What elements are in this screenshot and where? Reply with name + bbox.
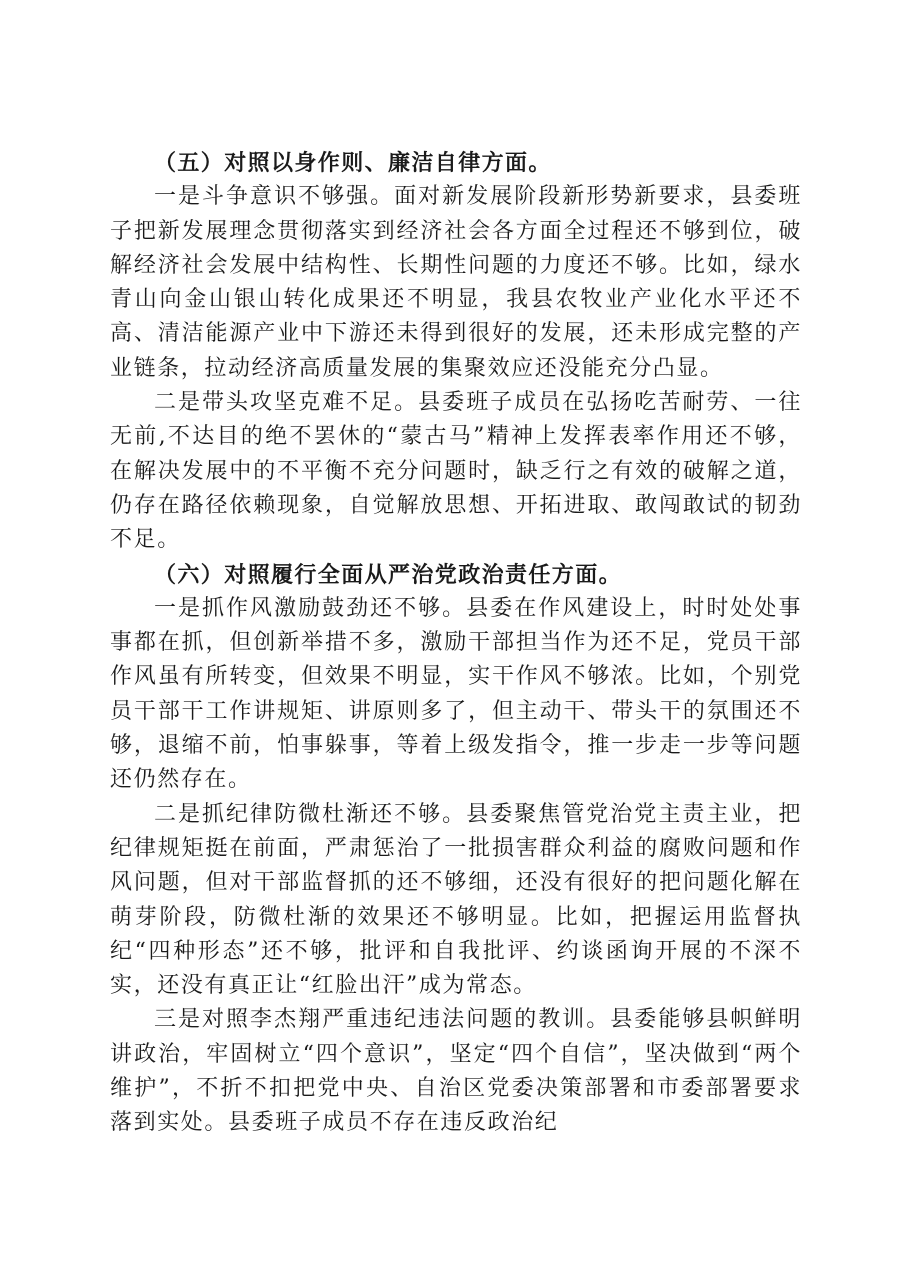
paragraph: 三是对照李杰翔严重违纪违法问题的教训。县委能够县帜鲜明讲政治，牢固树立“四个意识”，坚定“四个自信”，坚决做到“两个维护”，不折不扣把党中央、自治区党委决策部署和市委部署要求落到实处。县委班子成员不存在违反政治纪 [110,1007,802,1136]
document-body [110,146,802,1141]
paragraph: 一是抓作风激励鼓劲还不够。县委在作风建设上，时时处处事事都在抓，但创新举措不多，激励干部担当作为还不足，党员干部作风虽有所转变，但效果不明显，实干作风不够浓。比如，个别党员干部干工作讲规矩、讲原则多了，但主动干、带头干的氛围还不够，退缩不前，怕事躲事，等着上级发指令，推一步走一步等问题还仍然存在。 [110,595,802,793]
paragraph: 二是抓纪律防微杜渐还不够。县委聚焦管党治党主责主业，把纪律规矩挺在前面，严肃惩治了一批损害群众利益的腐败问题和作风问题，但对干部监督抓的还不够细，还没有很好的把问题化解在萌芽阶段，防微杜渐的效果还不够明显。比如，把握运用监督执纪“四种形态”还不够，批评和自我批评、约谈函询开展的不深不实，还没有真正让“红脸出汗”成为常态。 [110,801,802,999]
paragraph: 一是斗争意识不够强。面对新发展阶段新形势新要求，县委班子把新发展理念贯彻落实到经济社会各方面全过程还不够到位，破解经济社会发展中结构性、长期性问题的力度还不够。比如，绿水青山向金山银山转化成果还不明显，我县农牧业产业化水平还不高、清洁能源产业中下游还未得到很好的发展，还未形成完整的产业链条，拉动经济高质量发展的集聚效应还没能充分凸显。 [110,184,802,381]
section-heading-5: （五）对照以身作则、廉洁自律方面。 [154,150,552,176]
section-heading-6: （六）对照履行全面从严治党政治责任方面。 [154,561,623,588]
paragraph: 二是带头攻坚克难不足。县委班子成员在弘扬吃苦耐劳、一往无前,不达目的绝不罢休的“蒙古马”精神上发挥表率作用还不够，在解决发展中的不平衡不充分问题时，缺乏行之有效的破解之道，仍存在路径依赖现象，自觉解放思想、开拓进取、敢闯敢试的韧劲不足。 [110,390,802,553]
